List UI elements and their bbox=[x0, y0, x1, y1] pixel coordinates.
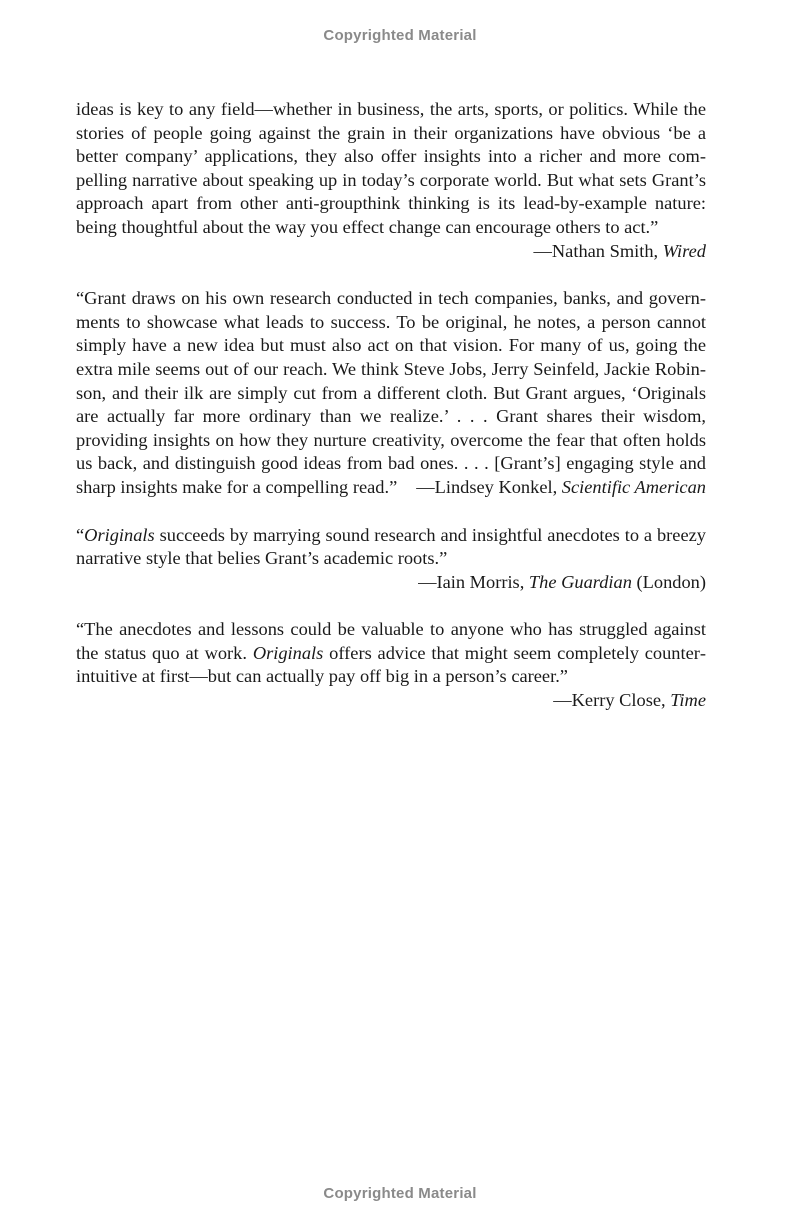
quote-text: “Grant draws on his own research conducted in tech companies, banks, and governments to showcase what leads to success. To be original, he notes, a person cannot simply have a new idea but must also act on that vision. For many of us, going the extra mile seems out of our reach. We think Steve Jobs, Jerry Seinfeld, Jackie Robinson, and their ilk are simply cut from a different cloth. But Grant argues, ‘Originals are actually far more ordinary than we realize.’ . . . Grant shares their wisdom, providing insights on how they nurture creativity, overcome the fear that often holds us back, and distinguish good ideas from bad ones. . . . [Grant’s] engaging style and sharp insights make for a compelling read.” bbox=[76, 288, 706, 497]
attribution-source: Time bbox=[670, 690, 706, 711]
quote-open-mark: “ bbox=[76, 524, 85, 545]
attribution-source: The Guardian bbox=[528, 571, 632, 592]
attribution-author: —Nathan Smith, bbox=[533, 240, 663, 261]
quote-book-title: Originals bbox=[252, 642, 324, 663]
attribution-author: —Kerry Close, bbox=[553, 690, 671, 711]
review-quote bbox=[76, 618, 706, 689]
review-wired bbox=[76, 98, 706, 263]
review-quote bbox=[76, 524, 706, 571]
attribution-source: Wired bbox=[662, 240, 706, 261]
page-body bbox=[76, 98, 706, 737]
attribution-source: Scientific American bbox=[561, 476, 706, 497]
attribution-author: —Lindsey Konkel, bbox=[416, 476, 562, 497]
review-attribution bbox=[76, 571, 706, 595]
attribution-suffix: (London) bbox=[631, 571, 706, 592]
quote-text: succeeds by marrying sound research and insightful anecdotes to a breezy narrative style that belies Grant’s academic roots.” bbox=[76, 524, 706, 569]
review-quote bbox=[76, 98, 706, 240]
attribution-author: —Iain Morris, bbox=[418, 571, 529, 592]
review-scientific-american bbox=[76, 287, 706, 499]
quote-text-before: “The anecdotes and lessons could be valuable to anyone who has struggled against the status quo at work. bbox=[76, 619, 706, 663]
review-attribution bbox=[416, 476, 706, 500]
quote-text: offers advice that might seem completely counterintuitive at first—but can actually pay off big in a person’s career.” bbox=[76, 642, 706, 687]
quote-text: ideas is key to any field—whether in business, the arts, sports, or politics. While the stories of people going against the grain in their organizations have obvious ‘be a better company’ applications, they also offer insights into a richer and more compelling narrative about speaking up in today’s corporate world. But what sets Grant’s approach apart from other anti-groupthink thinking is its lead-by-example nature: being thoughtful about the way you effect change can encourage others to act.” bbox=[76, 99, 706, 237]
copyright-watermark-bottom: Copyrighted Material bbox=[323, 1185, 477, 1202]
quote-book-title: Originals bbox=[84, 524, 155, 545]
review-the-guardian bbox=[76, 524, 706, 595]
review-quote bbox=[76, 287, 706, 499]
review-time bbox=[76, 618, 706, 712]
review-attribution bbox=[76, 240, 706, 264]
review-attribution bbox=[76, 689, 706, 713]
copyright-watermark-top: Copyrighted Material bbox=[323, 27, 477, 44]
